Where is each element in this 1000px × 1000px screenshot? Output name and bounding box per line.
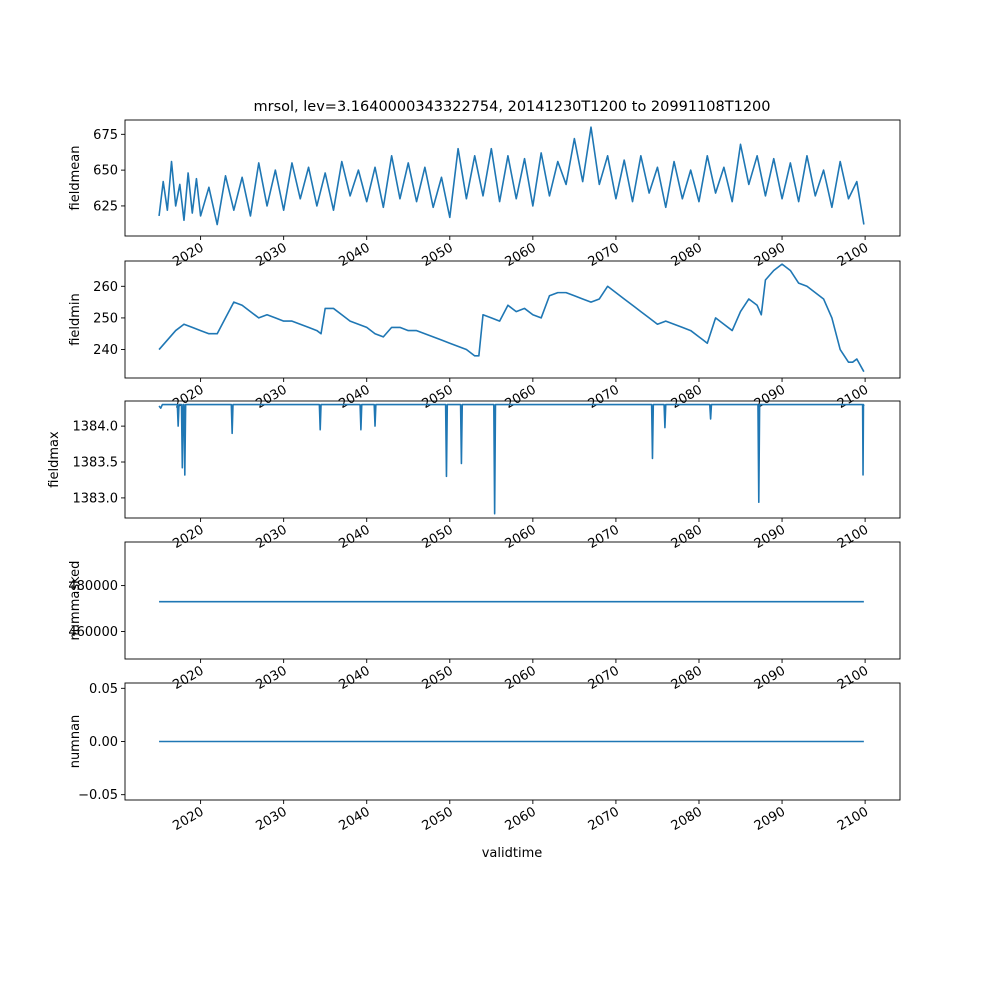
figure-title: mrsol, lev=3.1640000343322754, 20141230T1200 to 20991108T1200	[253, 99, 771, 115]
x-tick-label: 2060	[502, 663, 539, 694]
x-tick-label: 2070	[585, 240, 622, 271]
y-tick-label: 0.00	[89, 735, 118, 750]
x-tick-label: 2020	[170, 804, 207, 835]
x-tick-label: 2040	[336, 804, 373, 835]
panel-numnan	[68, 682, 900, 834]
x-tick-label: 2040	[336, 522, 373, 553]
x-tick-label: 2060	[502, 382, 539, 413]
x-tick-label: 2080	[668, 804, 705, 835]
x-tick-label: 2040	[336, 240, 373, 271]
x-tick-label: 2060	[502, 804, 539, 835]
x-tick-label: 2020	[170, 240, 207, 271]
y-tick-label: 460000	[68, 624, 118, 640]
y-tick-label: 650	[93, 163, 118, 179]
x-tick-label: 2040	[336, 382, 373, 413]
axes-frame-nummasked	[125, 542, 900, 659]
y-tick-label: −0.05	[78, 788, 118, 804]
x-tick-label: 2080	[668, 382, 705, 413]
y-axis-label-fieldmax: fieldmax	[47, 431, 62, 488]
x-tick-label: 2070	[585, 382, 622, 413]
x-tick-label: 2100	[834, 804, 872, 835]
y-tick-label: 0.05	[89, 681, 118, 697]
x-tick-label: 2020	[170, 382, 207, 413]
x-tick-label: 2040	[336, 663, 373, 694]
y-axis-label-nummasked: nummasked	[68, 560, 83, 641]
x-tick-label: 2080	[668, 522, 705, 553]
panel-fieldmin	[68, 261, 900, 412]
x-tick-label: 2100	[834, 240, 872, 271]
axes-frame-fieldmax	[125, 401, 900, 518]
y-axis-label-numnan: numnan	[68, 714, 83, 769]
series-line-fieldmax	[159, 405, 864, 514]
x-tick-label: 2050	[419, 663, 456, 694]
panel-fieldmax	[47, 401, 900, 552]
x-tick-label: 2030	[253, 663, 290, 694]
y-tick-label: 250	[93, 311, 118, 327]
x-tick-label: 2030	[253, 804, 290, 835]
x-tick-label: 2090	[751, 240, 789, 271]
x-tick-label: 2050	[419, 382, 456, 413]
y-tick-label: 625	[93, 199, 118, 215]
x-tick-label: 2090	[751, 663, 789, 694]
panel-fieldmean	[68, 120, 900, 270]
y-axis-label-fieldmin: fieldmin	[68, 293, 83, 346]
x-tick-label: 2050	[419, 522, 456, 553]
series-line-fieldmin	[159, 264, 864, 372]
x-tick-label: 2050	[419, 240, 456, 271]
x-tick-label: 2090	[751, 522, 789, 553]
x-tick-label: 2070	[585, 663, 622, 694]
y-tick-label: 260	[93, 279, 118, 295]
y-tick-label: 675	[93, 127, 118, 143]
series-line-fieldmean	[159, 127, 864, 224]
axes-frame-fieldmin	[125, 261, 900, 378]
x-tick-label: 2080	[668, 663, 705, 694]
x-tick-label: 2030	[253, 240, 290, 271]
x-tick-label: 2070	[585, 522, 622, 553]
x-tick-label: 2070	[585, 804, 622, 835]
x-tick-label: 2060	[502, 240, 539, 271]
panel-nummasked	[68, 542, 900, 693]
y-axis-label-fieldmean: fieldmean	[68, 145, 83, 211]
x-tick-label: 2060	[502, 522, 539, 553]
y-tick-label: 240	[93, 343, 118, 359]
x-axis-label: validtime	[481, 846, 543, 861]
x-tick-label: 2030	[253, 382, 290, 413]
y-tick-label: 1383.0	[72, 491, 118, 507]
x-tick-label: 2100	[834, 382, 872, 413]
x-tick-label: 2090	[751, 382, 789, 413]
x-tick-label: 2020	[170, 663, 207, 694]
x-tick-label: 2090	[751, 804, 789, 835]
x-tick-label: 2100	[834, 522, 872, 553]
y-tick-label: 480000	[68, 579, 118, 595]
x-tick-label: 2100	[834, 663, 872, 694]
y-tick-label: 1384.0	[72, 419, 118, 435]
x-tick-label: 2050	[419, 804, 456, 835]
x-tick-label: 2020	[170, 522, 207, 553]
x-tick-label: 2030	[253, 522, 290, 553]
x-tick-label: 2080	[668, 240, 705, 271]
y-tick-label: 1383.5	[72, 455, 118, 471]
